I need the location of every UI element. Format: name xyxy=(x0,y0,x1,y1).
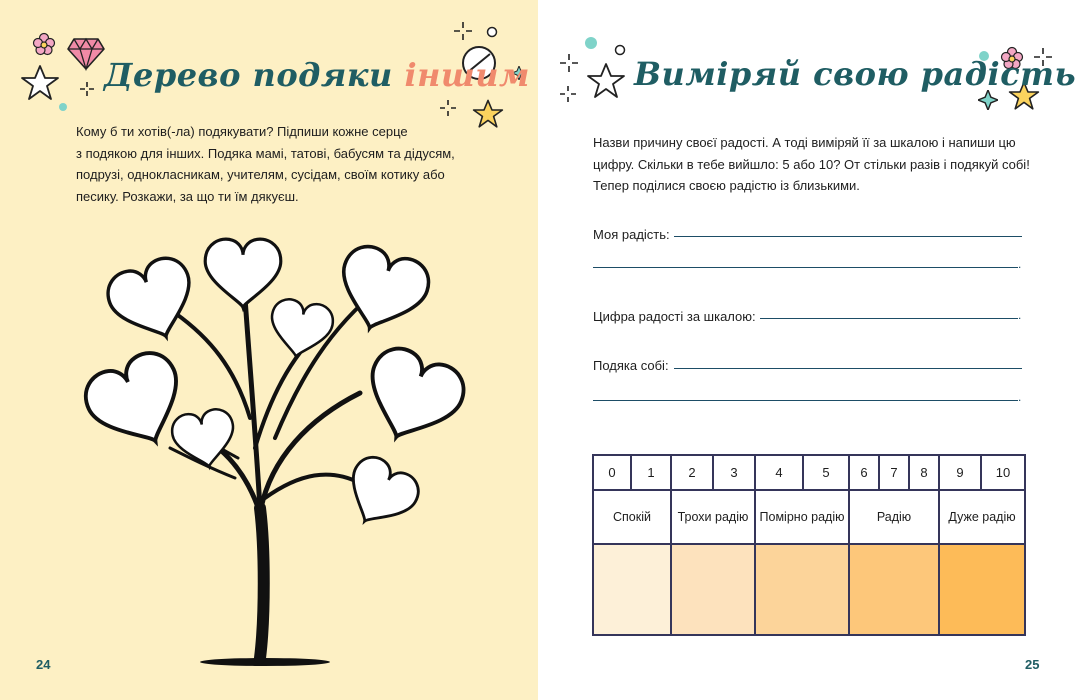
page-title: Виміряй свою радість xyxy=(634,55,1077,93)
instruction-line: цифру. Скільки в тебе вийшло: 5 або 10? От стільки разів і подякуй собі! xyxy=(593,156,1030,172)
scale-level: Радію xyxy=(849,490,939,544)
scale-level: Помірно радію xyxy=(755,490,849,544)
self-thanks-label: Подяка собі: xyxy=(593,358,669,373)
scale-number: 9 xyxy=(939,455,981,490)
page-number: 24 xyxy=(36,657,51,672)
scale-colors-row xyxy=(593,544,1025,635)
instructions-text xyxy=(593,132,1033,197)
star-icon xyxy=(586,62,626,100)
diamond-gem-icon xyxy=(66,36,106,72)
dot-icon xyxy=(584,36,598,50)
star-icon xyxy=(20,64,60,102)
scale-number: 7 xyxy=(879,455,909,490)
sparkle-icon xyxy=(80,82,94,96)
instructions-text xyxy=(76,121,476,207)
scale-level: Дуже радію xyxy=(939,490,1025,544)
instruction-line: песику. Розкажи, за що ти їм дякуєш. xyxy=(76,188,299,204)
instruction-line: Тепер поділися своєю радістю із близькими. xyxy=(593,178,860,193)
scale-level: Трохи радію xyxy=(671,490,755,544)
scale-number: 4 xyxy=(755,455,803,490)
scale-color-swatch xyxy=(849,544,939,635)
sparkle-icon xyxy=(454,22,472,40)
page-number: 25 xyxy=(1025,657,1040,672)
sparkle-icon xyxy=(560,86,576,102)
scale-color-swatch xyxy=(939,544,1025,635)
sparkle-icon xyxy=(440,100,456,116)
scale-number: 6 xyxy=(849,455,879,490)
scale-number: 2 xyxy=(671,455,713,490)
dot-icon xyxy=(58,102,68,112)
title-accent: іншим xyxy=(404,56,530,94)
heart-tree-illustration xyxy=(60,218,480,678)
page-title: Дерево подяки іншим xyxy=(104,56,530,94)
scale-color-swatch xyxy=(671,544,755,635)
joy-scale-table xyxy=(592,454,1026,636)
joy-label: Моя радість: xyxy=(593,227,670,242)
scale-levels-row xyxy=(593,490,1025,544)
self-thanks-line-1[interactable] xyxy=(674,368,1022,369)
scale-color-swatch xyxy=(755,544,849,635)
instruction-line: подрузі, однокласникам, учителям, сусідам, своїм котику або xyxy=(76,167,445,182)
scale-number-label: Цифра радості за шкалою: xyxy=(593,309,756,324)
joy-line-1[interactable] xyxy=(674,236,1022,237)
instruction-line: Назви причину своєї радості. А тоді виміряй її за шкалою і напиши цю xyxy=(593,135,1016,150)
line-end-dot: . xyxy=(1018,308,1022,322)
scale-number: 3 xyxy=(713,455,755,490)
flower-icon xyxy=(32,32,56,56)
sparkle-icon xyxy=(978,90,998,110)
line-end-dot: . xyxy=(1018,390,1022,404)
joy-line-2[interactable] xyxy=(593,267,1018,268)
dot-icon xyxy=(486,26,498,38)
instruction-line: з подякою для інших. Подяка мамі, татові, бабусям та дідусям, xyxy=(76,145,455,161)
star-icon xyxy=(472,98,504,130)
dot-icon xyxy=(614,44,626,56)
scale-number: 1 xyxy=(631,455,671,490)
instruction-line: Кому б ти хотів(-ла) подякувати? Підпиши кожне серце xyxy=(76,124,408,139)
self-thanks-line-2[interactable] xyxy=(593,400,1018,401)
scale-level: Спокій xyxy=(593,490,671,544)
scale-numbers-row xyxy=(593,455,1025,490)
scale-number-line[interactable] xyxy=(760,318,1018,319)
scale-number: 0 xyxy=(593,455,631,490)
scale-number: 5 xyxy=(803,455,849,490)
scale-number: 8 xyxy=(909,455,939,490)
line-end-dot: . xyxy=(1018,257,1022,271)
scale-color-swatch xyxy=(593,544,671,635)
sparkle-icon xyxy=(560,54,578,72)
scale-number: 10 xyxy=(981,455,1025,490)
